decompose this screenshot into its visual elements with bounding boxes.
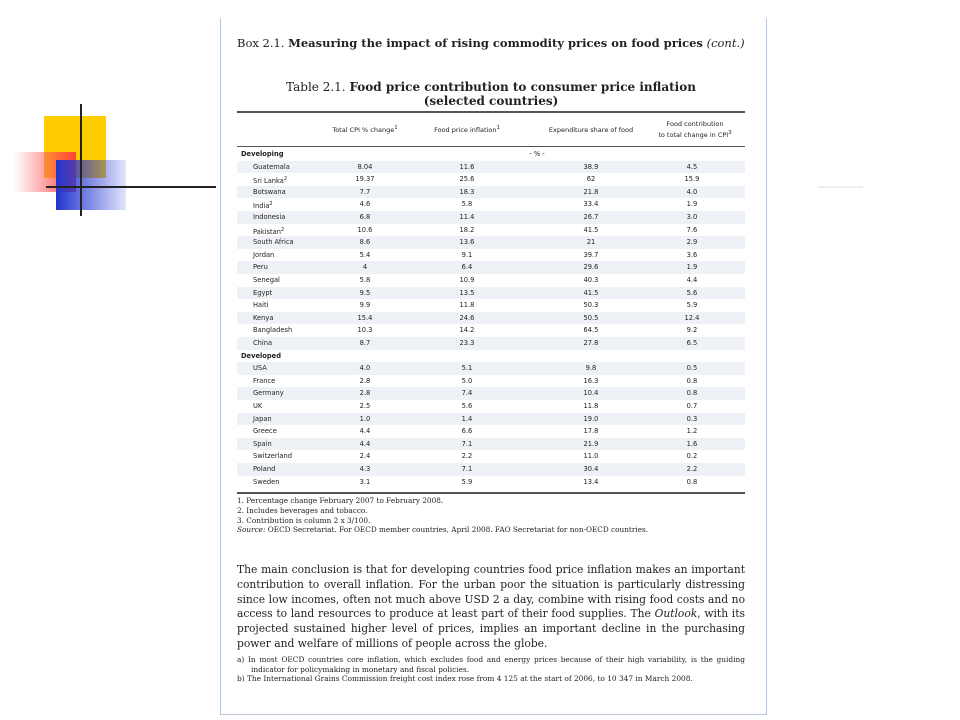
cell-food-inflation: 6.6 — [461, 427, 473, 436]
table-row — [237, 438, 745, 451]
cell-expenditure-share: 19.0 — [583, 414, 599, 423]
cell-food-contribution: 6.5 — [686, 339, 698, 347]
cell-food-contribution: 0.8 — [686, 376, 698, 385]
box-heading: Measuring the impact of rising commodity prices on food prices — [288, 36, 703, 50]
cell-total-cpi: 3.1 — [359, 477, 371, 486]
table-row — [237, 186, 745, 199]
cell-total-cpi: 8.7 — [359, 339, 371, 347]
country-label: Sweden — [253, 477, 280, 486]
cell-food-inflation: 18.2 — [459, 225, 475, 234]
cell-total-cpi: 5.8 — [359, 276, 371, 284]
cell-food-inflation: 10.9 — [459, 276, 475, 284]
country-sup: 2 — [269, 201, 273, 208]
header-sup-1b: 1 — [496, 125, 500, 132]
header-contribution-line1: Food contribution — [666, 119, 724, 128]
table-row — [237, 236, 745, 249]
table-row — [237, 450, 745, 463]
cell-food-contribution: 4.5 — [686, 162, 698, 171]
unit-label: - % - — [529, 150, 545, 158]
cell-expenditure-share: 11.8 — [583, 402, 599, 410]
paragraph-part-b: , with its projected sustained higher level of prices, implies an important decline in the purchasing power and welfare of millions of people across the globe. — [237, 607, 746, 650]
cell-total-cpi: 15.4 — [357, 313, 373, 322]
cell-food-contribution: 0.8 — [686, 389, 698, 398]
cell-expenditure-share: 26.7 — [583, 213, 599, 221]
country-sup: 2 — [283, 176, 288, 183]
country-label: Poland — [253, 465, 276, 473]
cell-food-inflation: 13.5 — [459, 288, 475, 297]
cell-food-contribution: 2.2 — [686, 465, 698, 473]
table-row — [237, 198, 745, 211]
cell-expenditure-share: 50.5 — [583, 313, 599, 322]
header-food-price-inflation — [421, 116, 513, 144]
cell-food-inflation: 25.6 — [459, 175, 475, 184]
cell-food-inflation: 6.4 — [461, 263, 473, 272]
note-2: 2. Includes beverages and tobacco. — [237, 505, 368, 515]
cell-food-contribution: 2.9 — [686, 238, 698, 247]
document-page — [220, 18, 767, 715]
cell-food-contribution: 1.9 — [686, 200, 698, 209]
cell-food-inflation: 18.3 — [459, 187, 475, 196]
country-label: Egypt — [253, 288, 273, 297]
country-label: Bangladesh — [253, 326, 293, 335]
table-group-row — [237, 350, 745, 363]
country-label: Senegal — [253, 276, 280, 284]
country-label: France — [253, 376, 276, 385]
cell-total-cpi: 4 — [362, 263, 368, 272]
table-group-row — [237, 148, 745, 161]
cell-total-cpi: 8.6 — [359, 238, 371, 247]
cell-total-cpi: 6.8 — [359, 213, 371, 221]
country-label: South Africa — [253, 238, 294, 247]
cell-expenditure-share: 9.8 — [585, 364, 597, 373]
header-total-cpi-text: Total CPI % change — [332, 126, 395, 135]
cell-food-contribution: 4.4 — [686, 276, 698, 284]
cell-food-contribution: 5.9 — [686, 301, 698, 310]
cell-expenditure-share: 17.8 — [583, 427, 599, 436]
cell-expenditure-share: 30.4 — [583, 465, 599, 473]
cell-food-inflation: 11.4 — [459, 213, 475, 221]
cell-total-cpi: 10.3 — [357, 326, 373, 335]
country-label: Sri Lanka$^2$ — [253, 176, 288, 186]
table-row — [237, 463, 745, 476]
country-label: China — [253, 339, 273, 347]
cell-food-contribution: 1.9 — [686, 263, 698, 272]
header-expenditure-share — [535, 116, 647, 144]
cell-expenditure-share: 27.8 — [583, 339, 599, 347]
decorative-blue-square — [56, 160, 126, 210]
cell-food-inflation: 13.6 — [459, 238, 475, 247]
cell-food-inflation: 7.1 — [461, 439, 473, 448]
cell-expenditure-share: 16.3 — [583, 376, 599, 385]
box-prefix: Box 2.1. — [237, 36, 285, 50]
cell-food-contribution: 0.7 — [686, 402, 698, 410]
cell-food-contribution: 12.4 — [684, 313, 700, 322]
cell-expenditure-share: 38.9 — [583, 162, 599, 171]
cell-food-inflation: 23.3 — [459, 339, 475, 347]
table-bottom-rule — [237, 492, 745, 494]
cell-food-inflation: 1.4 — [461, 414, 473, 423]
country-label: Peru — [253, 263, 268, 272]
cell-expenditure-share: 40.3 — [583, 276, 599, 284]
cell-expenditure-share: 50.3 — [583, 301, 599, 310]
cell-expenditure-share: 33.4 — [583, 200, 599, 209]
table-row — [237, 287, 745, 300]
cell-expenditure-share: 62 — [586, 175, 596, 184]
country-label: USA — [253, 364, 267, 373]
decorative-horizontal-line — [46, 186, 216, 188]
note-3: 3. Contribution is column 2 x 3/100. — [237, 515, 371, 525]
cell-food-contribution: 15.9 — [684, 175, 700, 184]
cell-expenditure-share: 11.0 — [583, 452, 599, 461]
cell-expenditure-share: 10.4 — [583, 389, 599, 398]
table-row — [237, 173, 745, 186]
decorative-faint-line — [818, 186, 863, 188]
country-sup: 2 — [281, 226, 285, 233]
header-food-contribution — [647, 116, 743, 144]
cell-food-inflation: 5.9 — [461, 477, 473, 486]
cell-food-inflation: 14.2 — [459, 326, 475, 335]
table-caption-title: Food price contribution to consumer price inflation — [349, 80, 696, 94]
cell-expenditure-share: 21.8 — [583, 187, 599, 196]
cell-total-cpi: 10.6 — [357, 225, 373, 234]
cell-food-inflation: 5.8 — [461, 200, 473, 209]
table-row — [237, 387, 745, 400]
cell-total-cpi: 4.3 — [359, 465, 371, 473]
country-label: Spain — [253, 439, 272, 448]
table-top-rule — [237, 111, 745, 113]
cell-food-inflation: 11.6 — [459, 162, 475, 171]
cell-food-inflation: 5.0 — [461, 376, 473, 385]
cell-food-inflation: 5.6 — [461, 402, 473, 410]
cell-expenditure-share: 13.4 — [583, 477, 599, 486]
cell-food-contribution: 0.5 — [686, 364, 698, 373]
cell-total-cpi: 2.4 — [359, 452, 371, 461]
cell-expenditure-share: 21 — [586, 238, 596, 247]
header-expenditure-text: Expenditure share of food — [548, 125, 634, 134]
box-footnotes — [237, 655, 745, 684]
paragraph-outlook: Outlook — [654, 607, 698, 621]
cell-food-contribution: 1.2 — [686, 427, 698, 436]
table-row — [237, 324, 745, 337]
cell-food-inflation: 2.2 — [461, 452, 473, 461]
country-label: Germany — [253, 389, 284, 398]
cell-total-cpi: 9.9 — [359, 301, 371, 310]
cell-total-cpi: 2.8 — [359, 389, 371, 398]
header-food-inflation-text: Food price inflation — [434, 126, 497, 135]
table-header-rule — [237, 146, 745, 147]
footnote-b: b) The International Grains Commission freight cost index rose from 4 125 at the start of 2006, to 10 347 in March 2008. — [237, 674, 693, 684]
country-label: Haiti — [253, 301, 269, 310]
table-row — [237, 413, 745, 426]
cell-total-cpi: 2.8 — [359, 376, 371, 385]
cell-food-contribution: 5.6 — [686, 288, 698, 297]
country-label: Botswana — [253, 187, 286, 196]
header-contribution-line2: to total change in CPI — [658, 131, 729, 140]
country-label: UK — [253, 402, 263, 410]
country-label: Switzerland — [253, 452, 293, 461]
cell-expenditure-share: 21.9 — [583, 439, 599, 448]
cell-total-cpi: 9.5 — [359, 288, 371, 297]
cell-total-cpi: 4.4 — [359, 439, 371, 448]
cell-food-contribution: 3.0 — [686, 213, 698, 221]
table-source — [237, 525, 745, 535]
cell-total-cpi: 19.37 — [355, 175, 375, 184]
footnote-a: a) In most OECD countries core inflation, which excludes food and energy prices because of their high variability, is the guiding indicator for policymaking in monetary and fiscal policies. — [237, 655, 745, 674]
cell-total-cpi: 4.6 — [359, 200, 371, 209]
cell-expenditure-share: 41.5 — [583, 288, 599, 297]
decorative-vertical-line — [80, 104, 82, 216]
header-sup-3: 3 — [728, 129, 732, 136]
header-total-cpi — [319, 116, 411, 144]
table-row — [237, 274, 745, 287]
country-label: Greece — [253, 427, 277, 436]
box-title — [237, 36, 745, 50]
paragraph-part-a: The main conclusion is that for developing countries food price inflation makes an important contribution to overall inflation. For the urban poor the situation is particularly distressing since low incomes, often not much above USD 2 a day, combine with rising food costs and no access to land resources to produce at least part of their food supplies. The — [237, 563, 745, 621]
cell-food-contribution: 0.3 — [686, 414, 698, 423]
country-label: India$^2$ — [253, 201, 273, 211]
cell-food-contribution: 7.6 — [686, 225, 698, 234]
country-label: Indonesia — [253, 213, 286, 221]
cell-expenditure-share: 39.7 — [583, 250, 599, 259]
table-row — [237, 400, 745, 413]
cell-expenditure-share: 41.5 — [583, 225, 599, 234]
box-cont: (cont.) — [706, 36, 745, 50]
cell-total-cpi: 8.04 — [357, 162, 373, 171]
group-label: Developed — [241, 351, 281, 360]
cell-total-cpi: 2.5 — [359, 402, 371, 410]
header-sup-1: 1 — [394, 125, 398, 132]
table-row — [237, 476, 745, 489]
table-row — [237, 362, 745, 375]
group-label: Developing — [241, 150, 284, 158]
cell-total-cpi: 1.0 — [359, 414, 371, 423]
country-label: Jordan — [253, 250, 275, 259]
source-text: OECD Secretariat. For OECD member countries, April 2008. FAO Secretariat for non-OECD countries. — [267, 525, 649, 535]
country-label: Japan — [253, 414, 272, 423]
cell-food-contribution: 9.2 — [686, 326, 698, 335]
table-caption-subtitle: (selected countries) — [423, 94, 559, 108]
cell-food-inflation: 11.8 — [459, 301, 475, 310]
cell-food-contribution: 0.2 — [686, 452, 698, 461]
table-row — [237, 261, 745, 274]
cell-food-inflation: 7.1 — [461, 465, 473, 473]
table-caption — [237, 80, 745, 108]
table-row — [237, 337, 745, 350]
cell-food-contribution: 1.6 — [686, 439, 698, 448]
body-paragraph — [237, 563, 745, 652]
table-row — [237, 224, 745, 237]
note-1: 1. Percentage change February 2007 to February 2008. — [237, 496, 444, 505]
cell-food-inflation: 9.1 — [461, 250, 473, 259]
table-row — [237, 375, 745, 388]
country-label: Guatemala — [253, 162, 290, 171]
source-label: Source: — [237, 525, 266, 535]
cell-total-cpi: 4.0 — [359, 364, 371, 373]
table-row — [237, 161, 745, 174]
country-label: Kenya — [253, 313, 274, 322]
cell-food-contribution: 4.0 — [686, 187, 698, 196]
cell-food-inflation: 24.6 — [459, 313, 475, 322]
table-row — [237, 425, 745, 438]
cell-food-contribution: 3.6 — [686, 250, 698, 259]
table-row — [237, 312, 745, 325]
cell-expenditure-share: 64.5 — [583, 326, 599, 335]
cell-total-cpi: 5.4 — [359, 250, 371, 259]
table-row — [237, 249, 745, 262]
table-caption-prefix: Table 2.1. — [286, 80, 346, 94]
cell-expenditure-share: 29.6 — [583, 263, 599, 272]
cell-total-cpi: 7.7 — [359, 187, 371, 196]
country-label: Pakistan$^2$ — [253, 226, 285, 236]
cell-food-contribution: 0.8 — [686, 477, 698, 486]
table-row — [237, 299, 745, 312]
table-notes — [237, 496, 745, 535]
cell-food-inflation: 7.4 — [461, 389, 473, 398]
table-row — [237, 211, 745, 224]
cell-total-cpi: 4.4 — [359, 427, 371, 436]
cell-food-inflation: 5.1 — [461, 364, 473, 373]
